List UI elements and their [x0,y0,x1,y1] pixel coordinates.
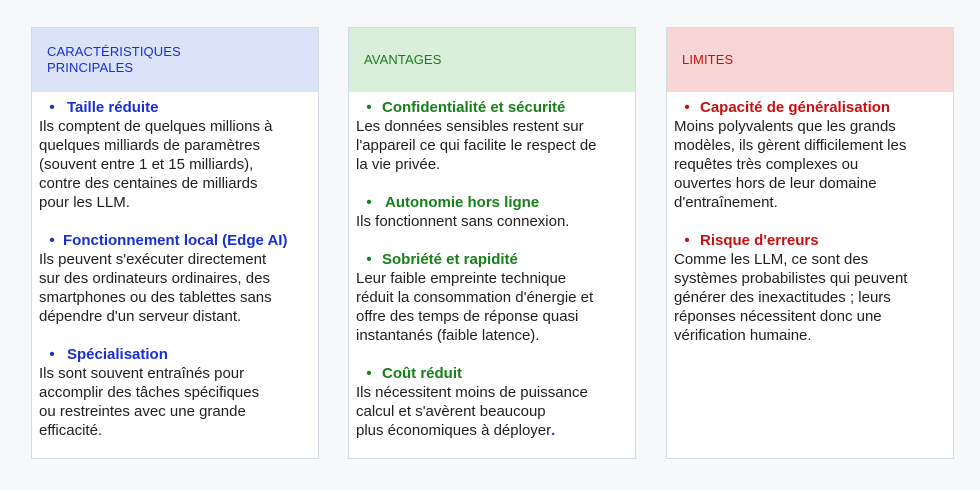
item-title: Fonctionnement local (Edge AI) [63,232,288,249]
bullet-icon: • [49,99,55,116]
list-item [674,98,953,212]
bullet-icon: • [366,99,372,116]
bullet-icon: • [366,365,372,382]
list-item [356,98,635,174]
item-title: Confidentialité et sécurité [382,99,566,116]
item-text: Comme les LLM, ce sont des systèmes probabilistes qui peuvent générer des inexactitudes ; leurs réponses nécessitent donc une vérification humaine. [674,251,908,344]
bullet-icon: • [366,251,372,268]
bullet-icon: • [49,346,55,363]
item-text: Moins polyvalents que les grands modèles, ils gèrent difficilement les requêtes très complexes ou ouvertes hors de leur domaine d'entraînement. [674,118,907,211]
item-text: Ils comptent de quelques millions à quelques milliards de paramètres (souvent entre 1 et 15 milliards), contre des centaines de milliards pour les LLM. [39,118,273,211]
item-text: Ils sont souvent entraînés pour accomplir des tâches spécifiques ou restreintes avec une grande efficacité. [39,365,260,439]
features-column [31,27,319,459]
item-title: Capacité de généralisation [700,99,891,116]
item-text: Leur faible empreinte technique réduit la consommation d'énergie et offre des temps de réponse quasi instantanés (faible latence). [356,270,594,344]
list-item [356,193,635,231]
column-header [349,28,635,92]
bullet-icon: • [684,232,690,249]
advantages-column [348,27,636,459]
item-title: Spécialisation [67,346,168,363]
item-title: Taille réduite [67,99,159,116]
item-text: Les données sensibles restent sur l'appareil ce qui facilite le respect de la vie privée. [356,118,597,173]
column-header-label: CARACTÉRISTIQUES PRINCIPALES [47,44,181,75]
column-header [32,28,318,92]
item-text: Ils peuvent s'exécuter directement sur des ordinateurs ordinaires, des smartphones ou des tablettes sans dépendre d'un serveur distant. [39,251,272,325]
column-header [667,28,953,92]
list-item [356,250,635,345]
item-title: Autonomie hors ligne [385,194,540,211]
list-item [356,364,635,440]
column-header-label: AVANTAGES [364,52,442,67]
bullet-icon: • [684,99,690,116]
item-title: Sobriété et rapidité [382,251,518,268]
item-text-body: Ils nécessitent moins de puissance calcul et s'avèrent beaucoup plus économiques à déployer [356,384,588,439]
bullet-icon: • [49,232,55,249]
list-item [674,231,953,345]
item-text: Ils fonctionnent sans connexion. [356,213,570,230]
column-header-label: LIMITES [682,52,734,67]
list-item [39,345,318,440]
list-item [39,98,318,212]
item-text [356,383,635,440]
item-title: Risque d'erreurs [700,232,819,249]
bullet-icon: • [366,194,372,211]
limits-column [666,27,954,459]
list-item [39,231,318,326]
end-mark: . [551,422,556,439]
item-title: Coût réduit [382,365,462,382]
